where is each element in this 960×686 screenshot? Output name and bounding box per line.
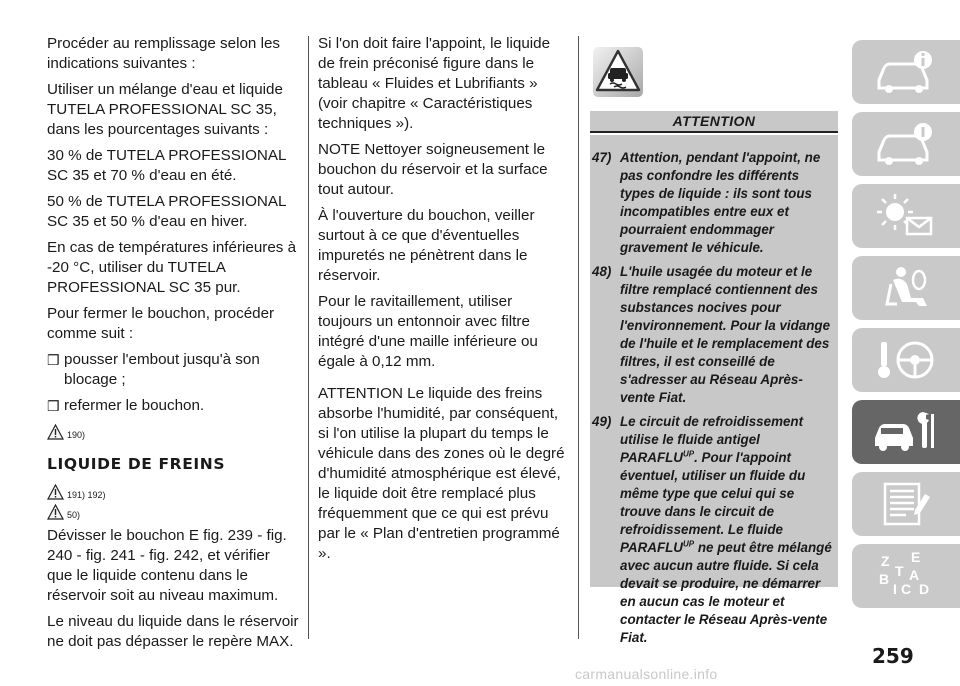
warning-triangle-icon (47, 484, 64, 500)
text-fragment: . Pour l'appoint éventuel, utiliser un fluide du même type que celui qui se trouve dans le circuit de refroidissement. Le fluide PARAFLU (620, 450, 806, 555)
reference-number: 190) (67, 430, 86, 440)
index-letter: C (901, 581, 912, 597)
index-letter: E (911, 550, 921, 565)
car-dashboard-icon (871, 118, 941, 170)
attention-item-number: 49) (592, 414, 612, 429)
attention-item-text: L'huile usagée du moteur et le filtre remplacé contiennent des substances nocives pour l'environnement. Pour la vidange de l'huile et le remplacement des filtres, il est conseillé de s'adresser au Réseau Après-vente Fiat. (620, 264, 831, 405)
page-number: 259 (872, 644, 914, 668)
paragraph: Le niveau du liquide dans le réservoir ne doit pas dépasser le repère MAX. (47, 613, 299, 650)
tab-car-dashboard[interactable] (852, 112, 960, 176)
text-column-2 (318, 34, 568, 570)
chapter-tabs (852, 40, 960, 616)
paragraph: Pour le ravitaillement, utiliser toujours un entonnoir avec filtre intégré d'une maille inférieure ou égale à 0,12 mm. (318, 293, 538, 370)
car-wrench-icon (871, 406, 941, 458)
index-letter: T (895, 563, 904, 579)
tab-starting-driving[interactable] (852, 328, 960, 392)
checklist-text: pousser l'embout jusqu'à son blocage ; (64, 351, 260, 388)
section-heading: LIQUIDE DE FREINS (47, 455, 226, 473)
paragraph: Procéder au remplissage selon les indications suivantes : (47, 35, 280, 72)
attention-title-bar (590, 111, 838, 133)
warning-reference (47, 480, 299, 500)
attention-card (590, 40, 840, 645)
reference-number: 50) (67, 510, 81, 520)
paragraph: NOTE Nettoyer soigneusement le bouchon du réservoir et la surface tout autour. (318, 141, 548, 198)
slippery-road-warning-icon (592, 46, 644, 98)
text-fragment: Le circuit de refroidissement utilise le fluide antigel PARAFLU (620, 414, 804, 465)
index-letter: D (919, 581, 930, 597)
attention-title: ATTENTION (672, 113, 756, 129)
steering-key-icon (871, 334, 941, 386)
caution-triangle-icon (47, 504, 64, 520)
reference-number: 191) 192) (67, 490, 106, 500)
index-letter: B (879, 571, 890, 587)
checkbox-icon: ❒ (47, 398, 60, 414)
index-letter: Z (881, 553, 890, 569)
column-divider (578, 36, 579, 639)
attention-item (592, 149, 836, 257)
warning-triangle-icon (47, 424, 64, 440)
warning-reference (47, 420, 299, 440)
tab-lights[interactable] (852, 184, 960, 248)
caution-reference (47, 500, 299, 520)
paragraph: 30 % de TUTELA PROFESSIONAL SC 35 et 70 % d'eau en été. (47, 147, 286, 184)
attention-item-text (620, 413, 836, 647)
paragraph: À l'ouverture du bouchon, veiller surtout à ce que d'éventuelles impuretés ne pénètrent dans le réservoir. (318, 207, 535, 284)
superscript: UP (682, 449, 695, 459)
checkbox-icon: ❒ (47, 352, 60, 368)
watermark: carmanualsonline.info (575, 666, 718, 682)
attention-item-text: Attention, pendant l'appoint, ne pas confondre les différents types de liquide : ils sont tous incompatibles entre eux et pourraient endommager gravement le véhicule. (620, 150, 821, 255)
checklist-item (47, 396, 299, 416)
attention-list (590, 135, 838, 645)
paragraph: Pour fermer le bouchon, procéder comme suit : (47, 305, 275, 342)
car-info-icon (871, 46, 941, 98)
superscript: UP (682, 539, 695, 549)
checklist-text: refermer le bouchon. (64, 397, 205, 414)
index-letters-icon (871, 550, 941, 602)
attention-item (592, 413, 836, 647)
lights-envelope-icon (871, 190, 941, 242)
paragraph: Dévisser le bouchon E fig. 239 - fig. 240 - fig. 241 - fig. 242, et vérifier que le liquide contenu dans le réservoir soit au niveau maximum. (47, 527, 287, 604)
paragraph: En cas de températures inférieures à -20 °C, utiliser du TUTELA PROFESSIONAL SC 35 pur. (47, 239, 297, 296)
attention-item-number: 48) (592, 264, 612, 279)
tab-specifications[interactable] (852, 472, 960, 536)
column-divider (308, 36, 309, 639)
index-letter: A (909, 567, 920, 583)
checklist-item (47, 350, 299, 390)
paragraph: 50 % de TUTELA PROFESSIONAL SC 35 et 50 % d'eau en hiver. (47, 193, 286, 230)
paragraph: ATTENTION Le liquide des freins absorbe l'humidité, par conséquent, si l'on utilise la plupart du temps le véhicule dans des zones où le degré d'humidité atmosphérique est élevé, le liquide doit être remplacé plus fréquemment que ce qui est prévu par le « Plan d'entretien programmé ». (318, 385, 565, 562)
attention-item (592, 263, 836, 407)
paragraph: Utiliser un mélange d'eau et liquide TUTELA PROFESSIONAL SC 35, dans les pourcentages suivants : (47, 81, 283, 138)
tab-safety[interactable] (852, 256, 960, 320)
seat-airbag-icon (871, 262, 941, 314)
specs-sheet-icon (871, 478, 941, 530)
tab-index[interactable] (852, 544, 960, 608)
index-letter: I (893, 581, 897, 597)
tab-car-info[interactable] (852, 40, 960, 104)
text-fragment: ne peut être mélangé avec aucun autre fluide. Si cela devait se produire, ne démarrer en aucun cas le moteur et contacter le Réseau Après-vente Fiat. (620, 540, 832, 645)
text-column-1 (47, 34, 299, 658)
paragraph: Si l'on doit faire l'appoint, le liquide de frein préconisé figure dans le tableau « Fluides et Lubrifiants » (voir chapitre « Caractéristiques techniques »). (318, 35, 551, 132)
tab-maintenance[interactable] (852, 400, 960, 464)
attention-item-number: 47) (592, 150, 612, 165)
